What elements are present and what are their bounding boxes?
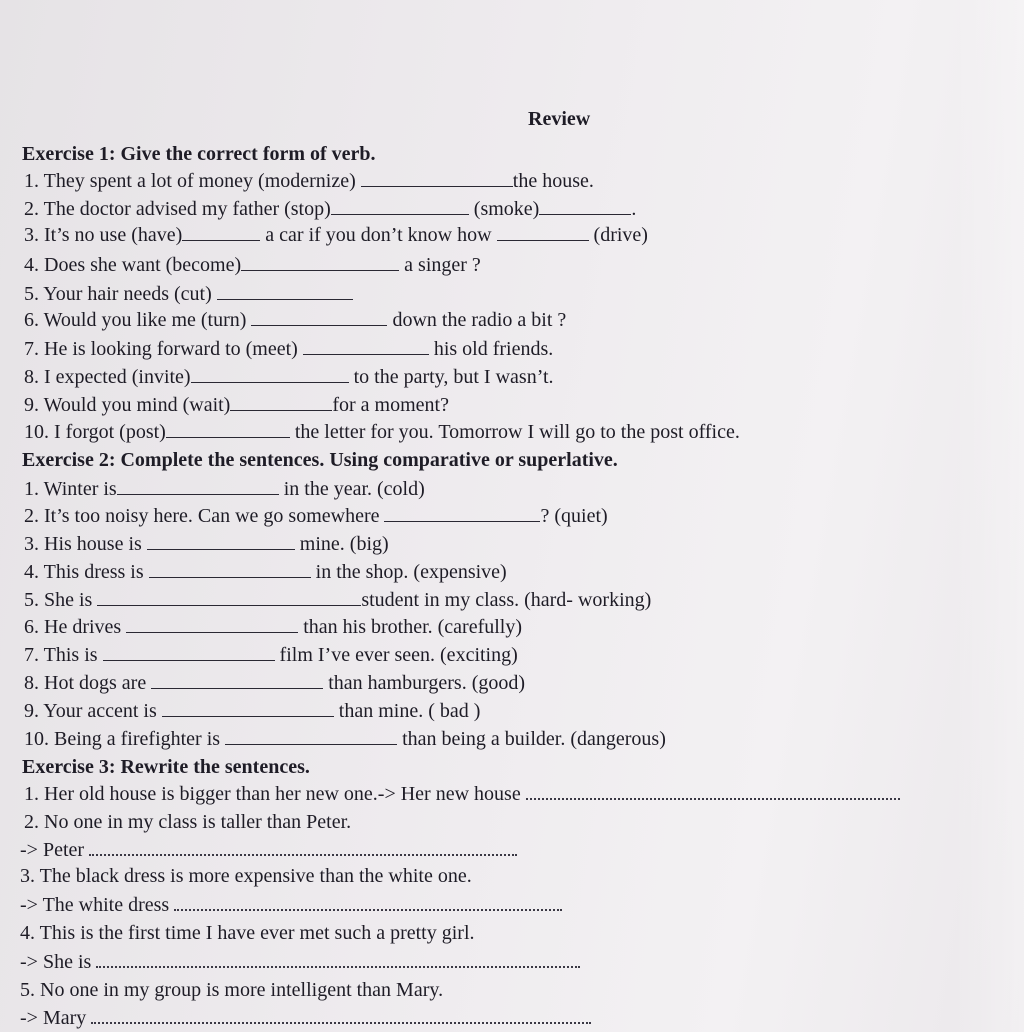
- ex2-item-9-text: 9. Your accent is: [24, 700, 162, 722]
- answer-blank[interactable]: [151, 671, 323, 689]
- ex1-item-2-text: 2. The doctor advised my father (stop): [24, 198, 331, 220]
- ex1-item-8: [24, 364, 554, 390]
- ex1-item-9-tail: for a moment?: [332, 394, 449, 416]
- ex1-item-9: [24, 392, 449, 418]
- ex1-item-10-tail: the letter for you. Tomorrow I will go to the post office.: [289, 421, 740, 443]
- ex1-item-1: [24, 168, 594, 194]
- ex1-item-7: [24, 336, 553, 362]
- ex2-item-7-text: 7. This is: [24, 644, 103, 666]
- page-title: Review: [528, 108, 591, 130]
- answer-blank[interactable]: [97, 588, 361, 606]
- answer-blank[interactable]: [225, 727, 397, 745]
- answer-blank[interactable]: [182, 223, 260, 241]
- ex1-item-4-tail: a singer ?: [399, 254, 481, 276]
- ex2-item-3-tail: mine. (big): [294, 533, 389, 555]
- ex1-item-2-tail: .: [631, 198, 637, 220]
- ex2-item-2: [24, 503, 608, 529]
- answer-blank[interactable]: [251, 308, 387, 326]
- ex2-item-4: [24, 559, 507, 585]
- ex2-item-1-text: 1. Winter is: [24, 478, 117, 500]
- ex2-item-10-text: 10. Being a firefighter is: [24, 728, 226, 750]
- answer-dotted-line[interactable]: [89, 837, 517, 856]
- ex2-item-5-text: 5. She is: [24, 589, 98, 611]
- answer-blank[interactable]: [147, 532, 295, 550]
- ex1-item-6: [24, 307, 566, 333]
- ex2-item-9: [24, 698, 480, 724]
- ex2-item-9-tail: than mine. ( bad ): [333, 700, 481, 722]
- ex3-item-2-question: 2. No one in my class is taller than Peter.: [24, 811, 352, 833]
- answer-blank[interactable]: [303, 337, 429, 355]
- page-edge-shading: [954, 0, 1024, 1032]
- answer-dotted-line[interactable]: [96, 949, 580, 968]
- ex3-item-4-answer: [20, 949, 580, 975]
- ex2-item-10: [24, 726, 666, 752]
- ex1-item-1-text: 1. They spent a lot of money (modernize): [24, 170, 361, 192]
- answer-dotted-line[interactable]: [174, 892, 562, 911]
- ex2-item-7: [24, 642, 518, 668]
- answer-blank[interactable]: [117, 477, 279, 495]
- ex1-item-6-text: 6. Would you like me (turn): [24, 309, 252, 331]
- answer-blank[interactable]: [166, 420, 290, 438]
- ex1-item-5: [24, 281, 353, 307]
- ex2-item-10-tail: than being a builder. (dangerous): [397, 728, 666, 750]
- answer-dotted-line[interactable]: [526, 781, 900, 800]
- answer-blank[interactable]: [191, 365, 349, 383]
- ex1-item-3-tail: (drive): [588, 224, 648, 246]
- ex2-item-6: [24, 614, 522, 640]
- ex1-item-4-text: 4. Does she want (become): [24, 254, 242, 276]
- ex1-item-1-tail: the house.: [512, 170, 594, 192]
- ex3-item-4-question: 4. This is the first time I have ever met such a pretty girl.: [20, 922, 475, 944]
- ex2-item-8-text: 8. Hot dogs are: [24, 672, 152, 694]
- ex2-item-8: [24, 670, 525, 696]
- ex1-item-8-text: 8. I expected (invite): [24, 366, 191, 388]
- answer-blank[interactable]: [361, 169, 513, 187]
- ex3-item-2-answer: [20, 837, 517, 863]
- answer-blank[interactable]: [162, 699, 334, 717]
- ex2-item-3-text: 3. His house is: [24, 533, 147, 555]
- answer-dotted-line[interactable]: [91, 1005, 591, 1024]
- answer-blank[interactable]: [126, 615, 298, 633]
- ex2-item-2-text: 2. It’s too noisy here. Can we go somewhere: [24, 505, 385, 527]
- answer-blank[interactable]: [539, 197, 631, 215]
- ex1-item-3: [24, 222, 648, 248]
- ex3-item-2-prompt: -> Peter: [20, 839, 90, 861]
- ex2-item-4-text: 4. This dress is: [24, 561, 149, 583]
- answer-blank[interactable]: [497, 223, 589, 241]
- ex2-item-6-text: 6. He drives: [24, 616, 127, 638]
- ex2-item-6-tail: than his brother. (carefully): [298, 616, 523, 638]
- exercise-2-heading: Exercise 2: Complete the sentences. Using comparative or superlative.: [22, 449, 618, 471]
- ex2-item-3: [24, 531, 389, 557]
- answer-blank[interactable]: [331, 197, 469, 215]
- ex1-item-5-text: 5. Your hair needs (cut): [24, 283, 217, 305]
- ex2-item-7-tail: film I’ve ever seen. (exciting): [274, 644, 518, 666]
- answer-blank[interactable]: [149, 560, 311, 578]
- ex3-item-4-prompt: -> She is: [20, 951, 97, 973]
- ex1-item-6-tail: down the radio a bit ?: [387, 309, 567, 331]
- ex1-item-3-mid: a car if you don’t know how: [260, 224, 497, 246]
- ex2-item-1-tail: in the year. (cold): [278, 478, 425, 500]
- ex3-item-1: [24, 781, 900, 807]
- ex1-item-2: [24, 196, 636, 222]
- ex1-item-10: [24, 419, 740, 445]
- ex1-item-2-mid: (smoke): [468, 198, 540, 220]
- ex1-item-9-text: 9. Would you mind (wait): [24, 394, 231, 416]
- answer-blank[interactable]: [103, 643, 275, 661]
- answer-blank[interactable]: [384, 504, 540, 522]
- exercise-1-heading: Exercise 1: Give the correct form of verb.: [22, 143, 376, 165]
- ex3-item-5-answer: [20, 1005, 591, 1031]
- ex3-item-3-question: 3. The black dress is more expensive than the white one.: [20, 865, 472, 887]
- ex2-item-8-tail: than hamburgers. (good): [323, 672, 526, 694]
- ex1-item-8-tail: to the party, but I wasn’t.: [348, 366, 554, 388]
- answer-blank[interactable]: [217, 282, 353, 300]
- answer-blank[interactable]: [241, 253, 399, 271]
- ex3-item-5-question: 5. No one in my group is more intelligent than Mary.: [20, 979, 444, 1001]
- ex1-item-4: [24, 252, 481, 278]
- ex2-item-5-tail: student in my class. (hard- working): [361, 589, 652, 611]
- ex3-item-3-answer: [20, 892, 562, 918]
- ex3-item-3-prompt: -> The white dress: [20, 894, 175, 916]
- ex2-item-4-tail: in the shop. (expensive): [310, 561, 507, 583]
- ex1-item-7-tail: his old friends.: [428, 338, 554, 360]
- ex3-item-5-prompt: -> Mary: [20, 1007, 92, 1029]
- ex1-item-10-text: 10. I forgot (post): [24, 421, 166, 443]
- ex2-item-2-tail: ? (quiet): [540, 505, 608, 527]
- ex3-item-1-text: 1. Her old house is bigger than her new one.-> Her new house: [24, 783, 526, 805]
- answer-blank[interactable]: [230, 393, 332, 411]
- ex1-item-3-text: 3. It’s no use (have): [24, 224, 183, 246]
- ex2-item-5: [24, 587, 651, 613]
- ex1-item-7-text: 7. He is looking forward to (meet): [24, 338, 303, 360]
- ex2-item-1: [24, 476, 425, 502]
- exercise-3-heading: Exercise 3: Rewrite the sentences.: [22, 756, 310, 778]
